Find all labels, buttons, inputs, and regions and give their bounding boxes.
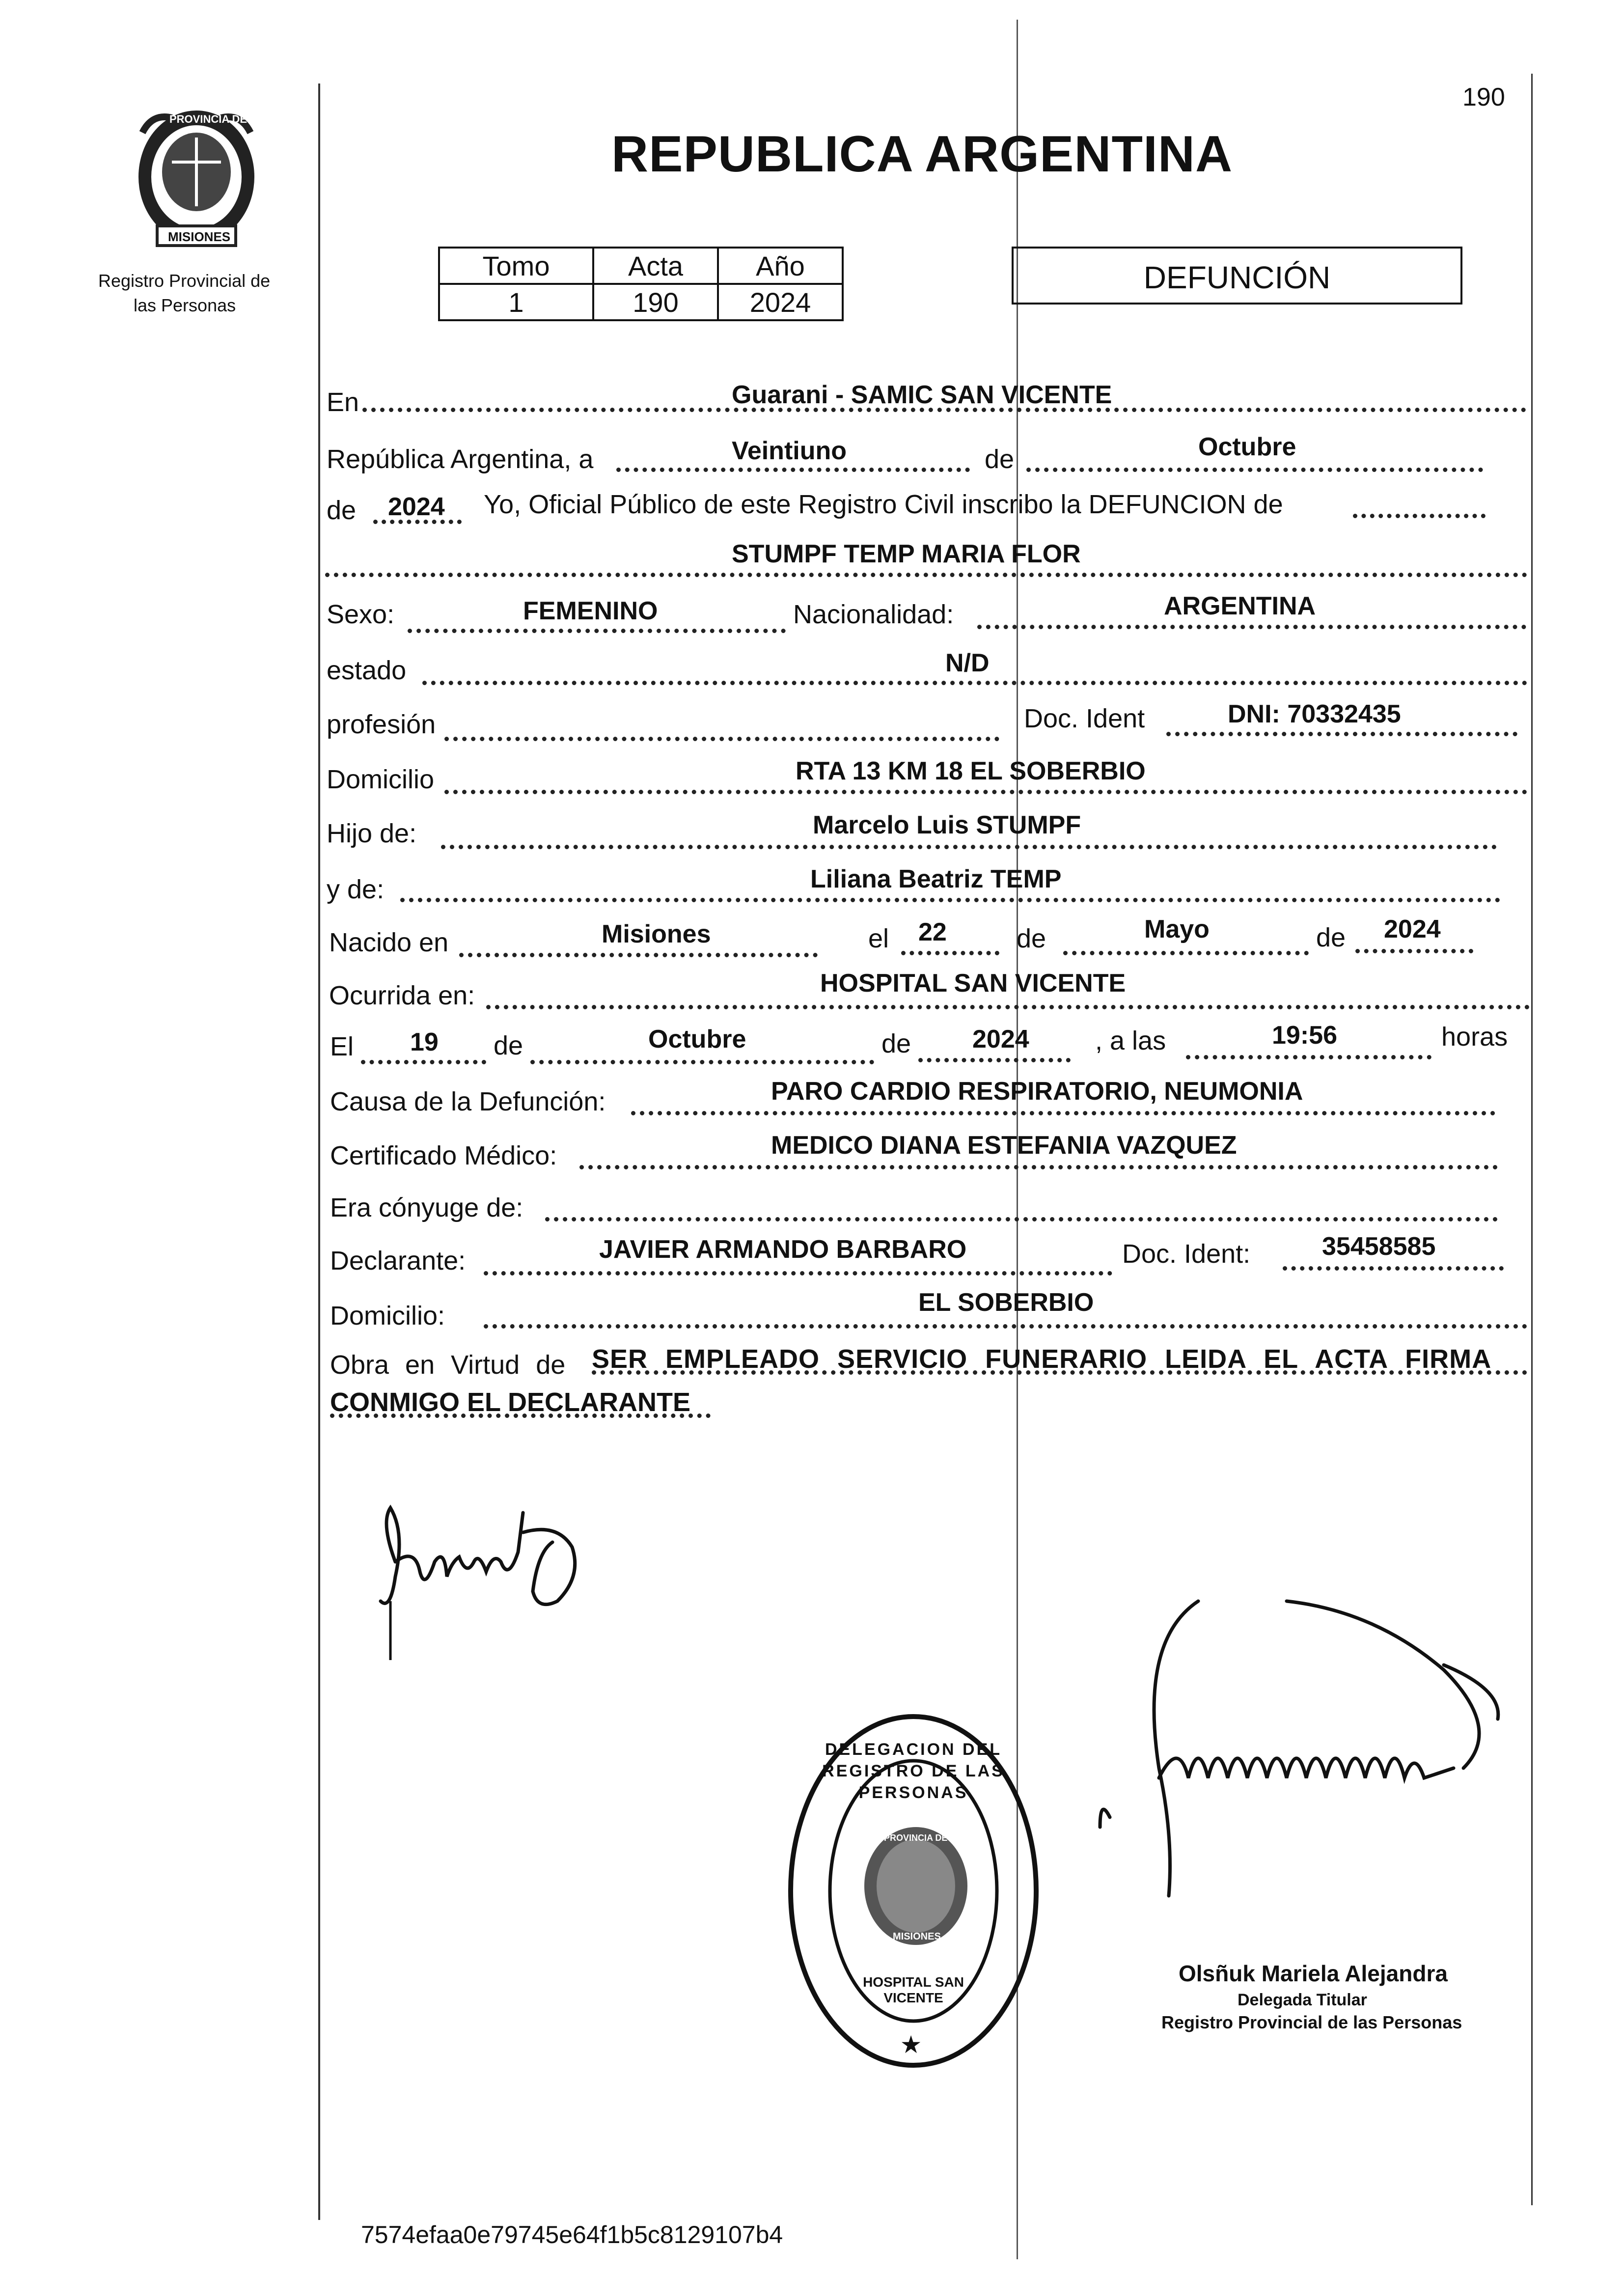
name-line [325,573,1527,577]
certificado-value: MEDICO DIANA ESTEFANIA VAZQUEZ [771,1131,1237,1160]
declarant-signature [361,1503,616,1660]
ocurrida-value: HOSPITAL SAN VICENTE [820,969,1126,998]
document-type-box [1012,247,1462,305]
domicilio-label: Domicilio [327,765,435,794]
death-month: Octubre [648,1025,746,1054]
yde-line [400,898,1500,902]
nacionalidad-label: Nacionalidad: [793,600,954,629]
birth-day-line [901,951,999,955]
oficial-text: Yo, Oficial Público de este Registro Civil inscribo la DEFUNCION de [484,490,1283,519]
document-hash: 7574efaa0e79745e64f1b5c8129107b4 [361,2221,783,2248]
de-label-4: de [1316,923,1346,952]
month-line [1026,468,1483,472]
oficial-line [1353,514,1486,518]
domicilio-value: RTA 13 KM 18 EL SOBERBIO [796,757,1146,785]
obra-value-line1: SER EMPLEADO SERVICIO FUNERARIO LEIDA EL ACTA FIRMA [592,1344,1492,1374]
birth-year-line [1355,949,1473,953]
ocurrida-label: Ocurrida en: [329,981,475,1010]
republica-label: República Argentina, a [327,444,594,474]
death-day-line [361,1060,486,1064]
de-label-2: de [327,496,357,525]
birth-month-line [1063,951,1309,955]
causa-value: PARO CARDIO RESPIRATORIO, NEUMONIA [771,1077,1303,1106]
El-label: El [330,1032,354,1061]
declarante-label: Declarante: [330,1246,466,1276]
causa-label: Causa de la Defunción: [330,1087,606,1116]
nacido-line [459,953,818,957]
seal-text-bottom: MISIONES [168,229,231,244]
de-label-3: de [1017,924,1046,953]
declarante-doc-value: 35458585 [1322,1232,1436,1261]
estado-line [422,681,1527,685]
page-title: REPUBLICA ARGENTINA [611,126,1233,183]
conyuge-label: Era cónyuge de: [330,1193,523,1222]
obra-line-2 [330,1414,711,1418]
tomo-header: Tomo [439,248,593,284]
estado-label: estado [327,656,407,685]
declarante-doc-line [1283,1266,1504,1271]
declarante-value: JAVIER ARMANDO BARBARO [599,1235,967,1264]
causa-line [631,1111,1495,1115]
anio-value: 2024 [718,284,843,320]
nacido-value: Misiones [602,920,711,948]
right-margin-line [1531,74,1533,2205]
year-value: 2024 [388,493,445,521]
de-label-6: de [881,1029,911,1058]
deceased-name: STUMPF TEMP MARIA FLOR [732,540,1081,568]
profesion-line [444,737,999,741]
provincial-seal [123,103,270,255]
birth-month: Mayo [1144,915,1210,943]
death-month-line [530,1060,874,1064]
svg-text:★: ★ [900,2031,922,2058]
stamp-seal-text-bottom: MISIONES [893,1931,941,1942]
estado-value: N/D [945,649,990,677]
ocurrida-line [486,1005,1530,1009]
acta-value: 190 [593,284,718,320]
issuer-line-2: las Personas [134,295,236,315]
domicilio-line [444,790,1527,794]
acta-header: Acta [593,248,718,284]
domicilio2-label: Domicilio: [330,1301,445,1331]
de-label-1: de [985,444,1015,474]
en-label: En [327,388,359,417]
doc-ident-line [1166,732,1517,736]
anio-header: Año [718,248,843,284]
death-time-line [1186,1055,1431,1059]
seal-text-top: PROVINCIA DE [169,113,248,125]
official-stamp [786,1709,1041,2073]
alas-label: , a las [1095,1026,1166,1055]
de-label-5: de [494,1031,523,1060]
obra-label: Obra en Virtud de [330,1350,566,1380]
en-value: Guarani - SAMIC SAN VICENTE [732,381,1112,409]
conyuge-line [545,1217,1498,1221]
document-type: DEFUNCIÓN [1143,260,1331,295]
declarante-line [484,1271,1112,1276]
stamp-seal-text-top: PROVINCIA DE [884,1833,948,1843]
nacido-label: Nacido en [329,928,449,957]
officer-office: Registro Provincial de las Personas [1161,2012,1462,2032]
horas-label: horas [1441,1022,1508,1052]
yde-value: Liliana Beatriz TEMP [810,865,1062,893]
domicilio2-line [484,1324,1527,1329]
officer-title: Delegada Titular [1238,1991,1367,2009]
stamp-inner-text: HOSPITAL SAN VICENTE [863,1974,964,2005]
hijo-label: Hijo de: [327,819,417,848]
left-margin-line [318,83,320,2220]
page-number: 190 [1462,83,1505,111]
death-year: 2024 [972,1025,1029,1054]
obra-value-line2: CONMIGO EL DECLARANTE [330,1387,691,1417]
stamp-outer-text: DELEGACION DEL REGISTRO DE LAS PERSONAS [822,1740,1005,1803]
domicilio2-value: EL SOBERBIO [918,1288,1094,1317]
yde-label: y de: [327,875,385,904]
officer-signature [1080,1591,1522,1915]
doc-ident-value: DNI: 70332435 [1228,700,1401,728]
record-table [438,247,844,321]
hijo-value: Marcelo Luis STUMPF [813,811,1081,839]
officer-name: Olsñuk Mariela Alejandra [1179,1961,1448,1986]
death-day: 19 [410,1028,439,1056]
declarante-doc-label: Doc. Ident: [1122,1239,1251,1269]
nacionalidad-value: ARGENTINA [1164,592,1316,620]
day-value: Veintiuno [732,437,847,465]
tomo-value: 1 [439,284,593,320]
death-year-line [918,1058,1071,1062]
sexo-label: Sexo: [327,600,395,629]
nacionalidad-line [977,625,1526,629]
birth-year: 2024 [1384,915,1441,943]
death-time: 19:56 [1272,1021,1337,1050]
hijo-line [441,845,1497,849]
profesion-label: profesión [327,710,436,739]
el-label: el [868,924,889,953]
sexo-line [408,629,786,633]
birth-day: 22 [918,918,947,946]
month-value: Octubre [1198,433,1296,461]
certificado-line [579,1165,1498,1169]
obra-line-1 [592,1370,1527,1375]
sexo-value: FEMENINO [523,597,658,625]
issuer-line-1: Registro Provincial de [98,271,271,291]
certificado-label: Certificado Médico: [330,1141,557,1170]
doc-ident-label: Doc. Ident [1024,704,1145,733]
day-line [616,468,970,472]
